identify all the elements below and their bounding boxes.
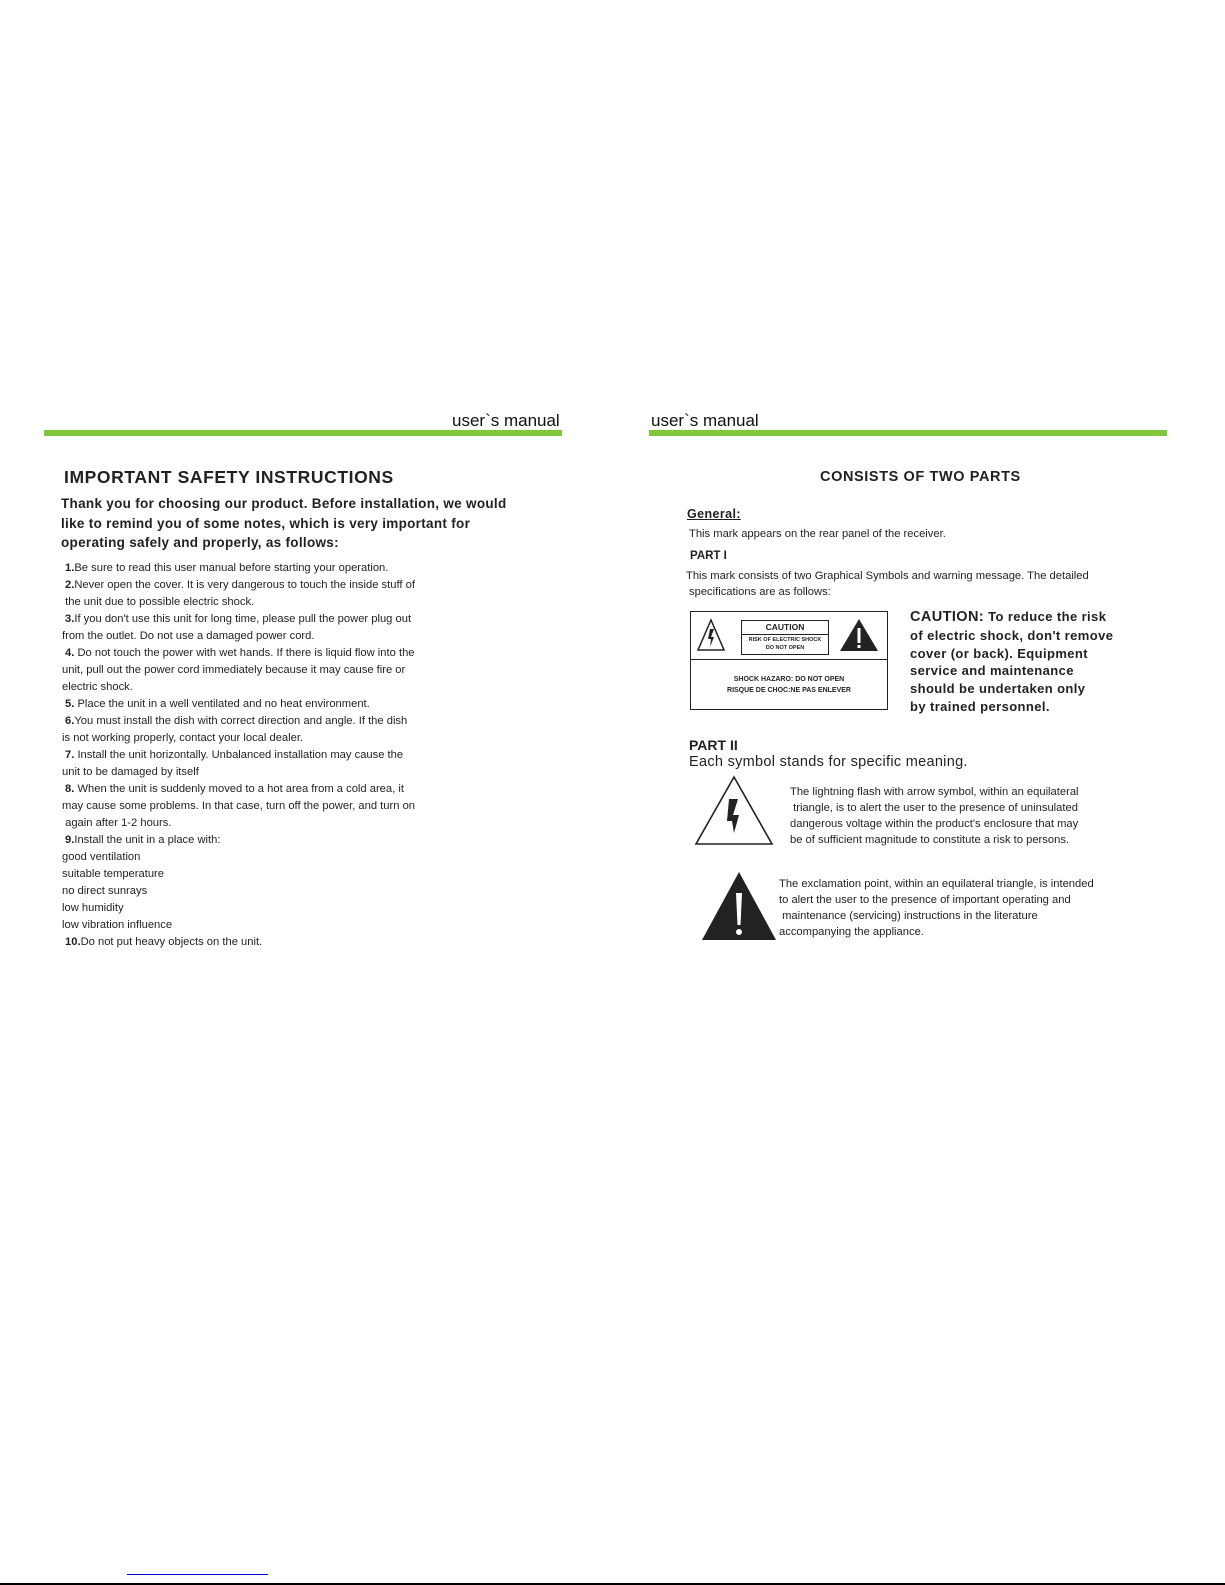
label-risk: RISK OF ELECTRIC SHOCK xyxy=(748,637,822,643)
intro-line: Thank you for choosing our product. Before installation, we would xyxy=(61,496,507,511)
intro-line: operating safely and properly, as follows: xyxy=(61,535,339,550)
exclamation-triangle-icon xyxy=(839,618,879,652)
safety-list xyxy=(62,560,416,951)
part2-text: Each symbol stands for specific meaning. xyxy=(689,754,968,770)
safety-list-line xyxy=(62,917,415,934)
lightning-line: be of sufficient magnitude to constitute a risk to persons. xyxy=(790,834,1070,846)
label-shock-text xyxy=(691,674,887,696)
caution-line: To reduce the risk xyxy=(984,609,1107,624)
caution-line: of electric shock, don't remove xyxy=(910,627,1114,643)
caution-lead: CAUTION: xyxy=(910,609,985,625)
safety-list-line xyxy=(62,730,415,747)
safety-list-line xyxy=(65,577,415,594)
lightning-line: dangerous voltage within the product's enclosure that may xyxy=(790,818,1079,830)
safety-list-line xyxy=(62,849,415,866)
part1-heading: PART I xyxy=(690,550,727,562)
caution-inner-box xyxy=(741,620,829,655)
item-number: 7. xyxy=(65,749,75,761)
item-text: Do not touch the power with wet hands. If there is liquid flow into the xyxy=(74,647,415,659)
item-number: 3. xyxy=(65,613,75,625)
item-number: 10. xyxy=(65,936,81,948)
exclamation-description xyxy=(779,876,1094,940)
lightning-description xyxy=(790,784,1079,848)
blue-underline xyxy=(127,1574,268,1575)
item-text: no direct sunrays xyxy=(62,885,148,897)
item-text: electric shock. xyxy=(62,681,133,693)
caution-line: cover (or back). Equipment xyxy=(910,645,1088,661)
item-text: unit, pull out the power cord immediately because it may cause fire or xyxy=(62,664,406,676)
item-number: 5. xyxy=(65,698,75,710)
safety-list-line xyxy=(62,594,415,611)
lightning-line: The lightning flash with arrow symbol, within an equilateral xyxy=(790,786,1079,798)
safety-list-line xyxy=(62,662,415,679)
safety-list-line xyxy=(62,798,415,815)
right-header-bar xyxy=(649,430,1167,436)
item-text: When the unit is suddenly moved to a hot area from a cold area, it xyxy=(74,783,404,795)
item-text: Do not put heavy objects on the unit. xyxy=(80,936,263,948)
item-text: good ventilation xyxy=(62,851,141,863)
safety-title: IMPORTANT SAFETY INSTRUCTIONS xyxy=(64,467,394,487)
item-text: low vibration influence xyxy=(62,919,173,931)
intro-line: like to remind you of some notes, which is very important for xyxy=(61,515,471,531)
label-risk: DO NOT OPEN xyxy=(765,645,805,651)
lightning-line: triangle, is to alert the user to the presence of uninsulated xyxy=(790,802,1078,814)
part1-line: specifications are as follows: xyxy=(689,586,831,598)
caution-line: should be undertaken only xyxy=(910,681,1086,697)
safety-list-line xyxy=(62,815,415,832)
item-number: 1. xyxy=(65,562,75,574)
safety-list-line xyxy=(62,900,415,917)
parts-title: CONSISTS OF TWO PARTS xyxy=(820,469,1021,485)
safety-list-line xyxy=(62,628,415,645)
general-heading: General: xyxy=(687,507,741,521)
safety-list-line xyxy=(65,560,415,577)
caution-text xyxy=(910,608,1113,716)
item-text: unit to be damaged by itself xyxy=(62,766,199,778)
item-text: the unit due to possible electric shock. xyxy=(62,596,255,608)
safety-list-line xyxy=(62,679,415,696)
left-header-bar xyxy=(44,430,562,436)
item-text: again after 1-2 hours. xyxy=(62,817,172,829)
item-text: is not working properly, contact your local dealer. xyxy=(62,732,304,744)
item-text: Be sure to read this user manual before starting your operation. xyxy=(74,562,389,574)
item-text: You must install the dish with correct direction and angle. If the dish xyxy=(74,715,408,727)
item-number: 4. xyxy=(65,647,75,659)
item-text: Place the unit in a well ventilated and no heat environment. xyxy=(74,698,370,710)
exclamation-line: accompanying the appliance. xyxy=(779,926,924,938)
part2-heading: PART II xyxy=(689,737,738,753)
safety-list-line xyxy=(65,832,415,849)
right-header-title: user`s manual xyxy=(651,411,759,430)
part1-line: This mark consists of two Graphical Symbols and warning message. The detailed xyxy=(686,570,1089,582)
label-caution: CAUTION xyxy=(742,621,828,635)
safety-list-line xyxy=(65,645,415,662)
item-text: Install the unit horizontally. Unbalanced installation may cause the xyxy=(74,749,404,761)
safety-intro xyxy=(61,494,507,553)
item-number: 8. xyxy=(65,783,75,795)
lightning-triangle-icon xyxy=(696,618,726,652)
safety-list-line xyxy=(62,883,415,900)
label-shock-line: RISQUE DE CHOC:NE PAS ENLEVER xyxy=(727,687,851,694)
safety-list-line xyxy=(65,934,415,951)
item-text: Install the unit in a place with: xyxy=(74,834,221,846)
item-text: suitable temperature xyxy=(62,868,164,880)
exclamation-line: The exclamation point, within an equilateral triangle, is intended xyxy=(779,878,1094,890)
general-text: This mark appears on the rear panel of the receiver. xyxy=(689,528,946,540)
caution-label xyxy=(690,611,888,710)
label-shock-line: SHOCK HAZARO: DO NOT OPEN xyxy=(733,676,845,683)
safety-list-line xyxy=(62,764,415,781)
safety-list-line xyxy=(65,713,415,730)
left-header-title: user`s manual xyxy=(452,411,560,430)
item-text: may cause some problems. In that case, turn off the power, and turn on xyxy=(62,800,416,812)
lightning-symbol-icon xyxy=(694,775,774,846)
safety-list-line xyxy=(62,866,415,883)
item-number: 2. xyxy=(65,579,75,591)
item-text: Never open the cover. It is very dangerous to touch the inside stuff of xyxy=(74,579,415,591)
safety-list-line xyxy=(65,696,415,713)
item-number: 9. xyxy=(65,834,75,846)
item-text: low humidity xyxy=(62,902,124,914)
item-number: 6. xyxy=(65,715,75,727)
caution-line: by trained personnel. xyxy=(910,698,1050,714)
safety-list-line xyxy=(65,611,415,628)
safety-list-line xyxy=(65,747,415,764)
exclamation-line: to alert the user to the presence of important operating and xyxy=(779,894,1071,906)
part1-text xyxy=(686,568,1089,600)
exclamation-symbol-icon xyxy=(701,871,777,941)
caution-line: service and maintenance xyxy=(910,663,1074,679)
exclamation-line: maintenance (servicing) instructions in the literature xyxy=(779,910,1038,922)
label-divider xyxy=(691,659,887,660)
item-text: from the outlet. Do not use a damaged power cord. xyxy=(62,630,315,642)
item-text: If you don't use this unit for long time, please pull the power plug out xyxy=(74,613,412,625)
safety-list-line xyxy=(65,781,415,798)
